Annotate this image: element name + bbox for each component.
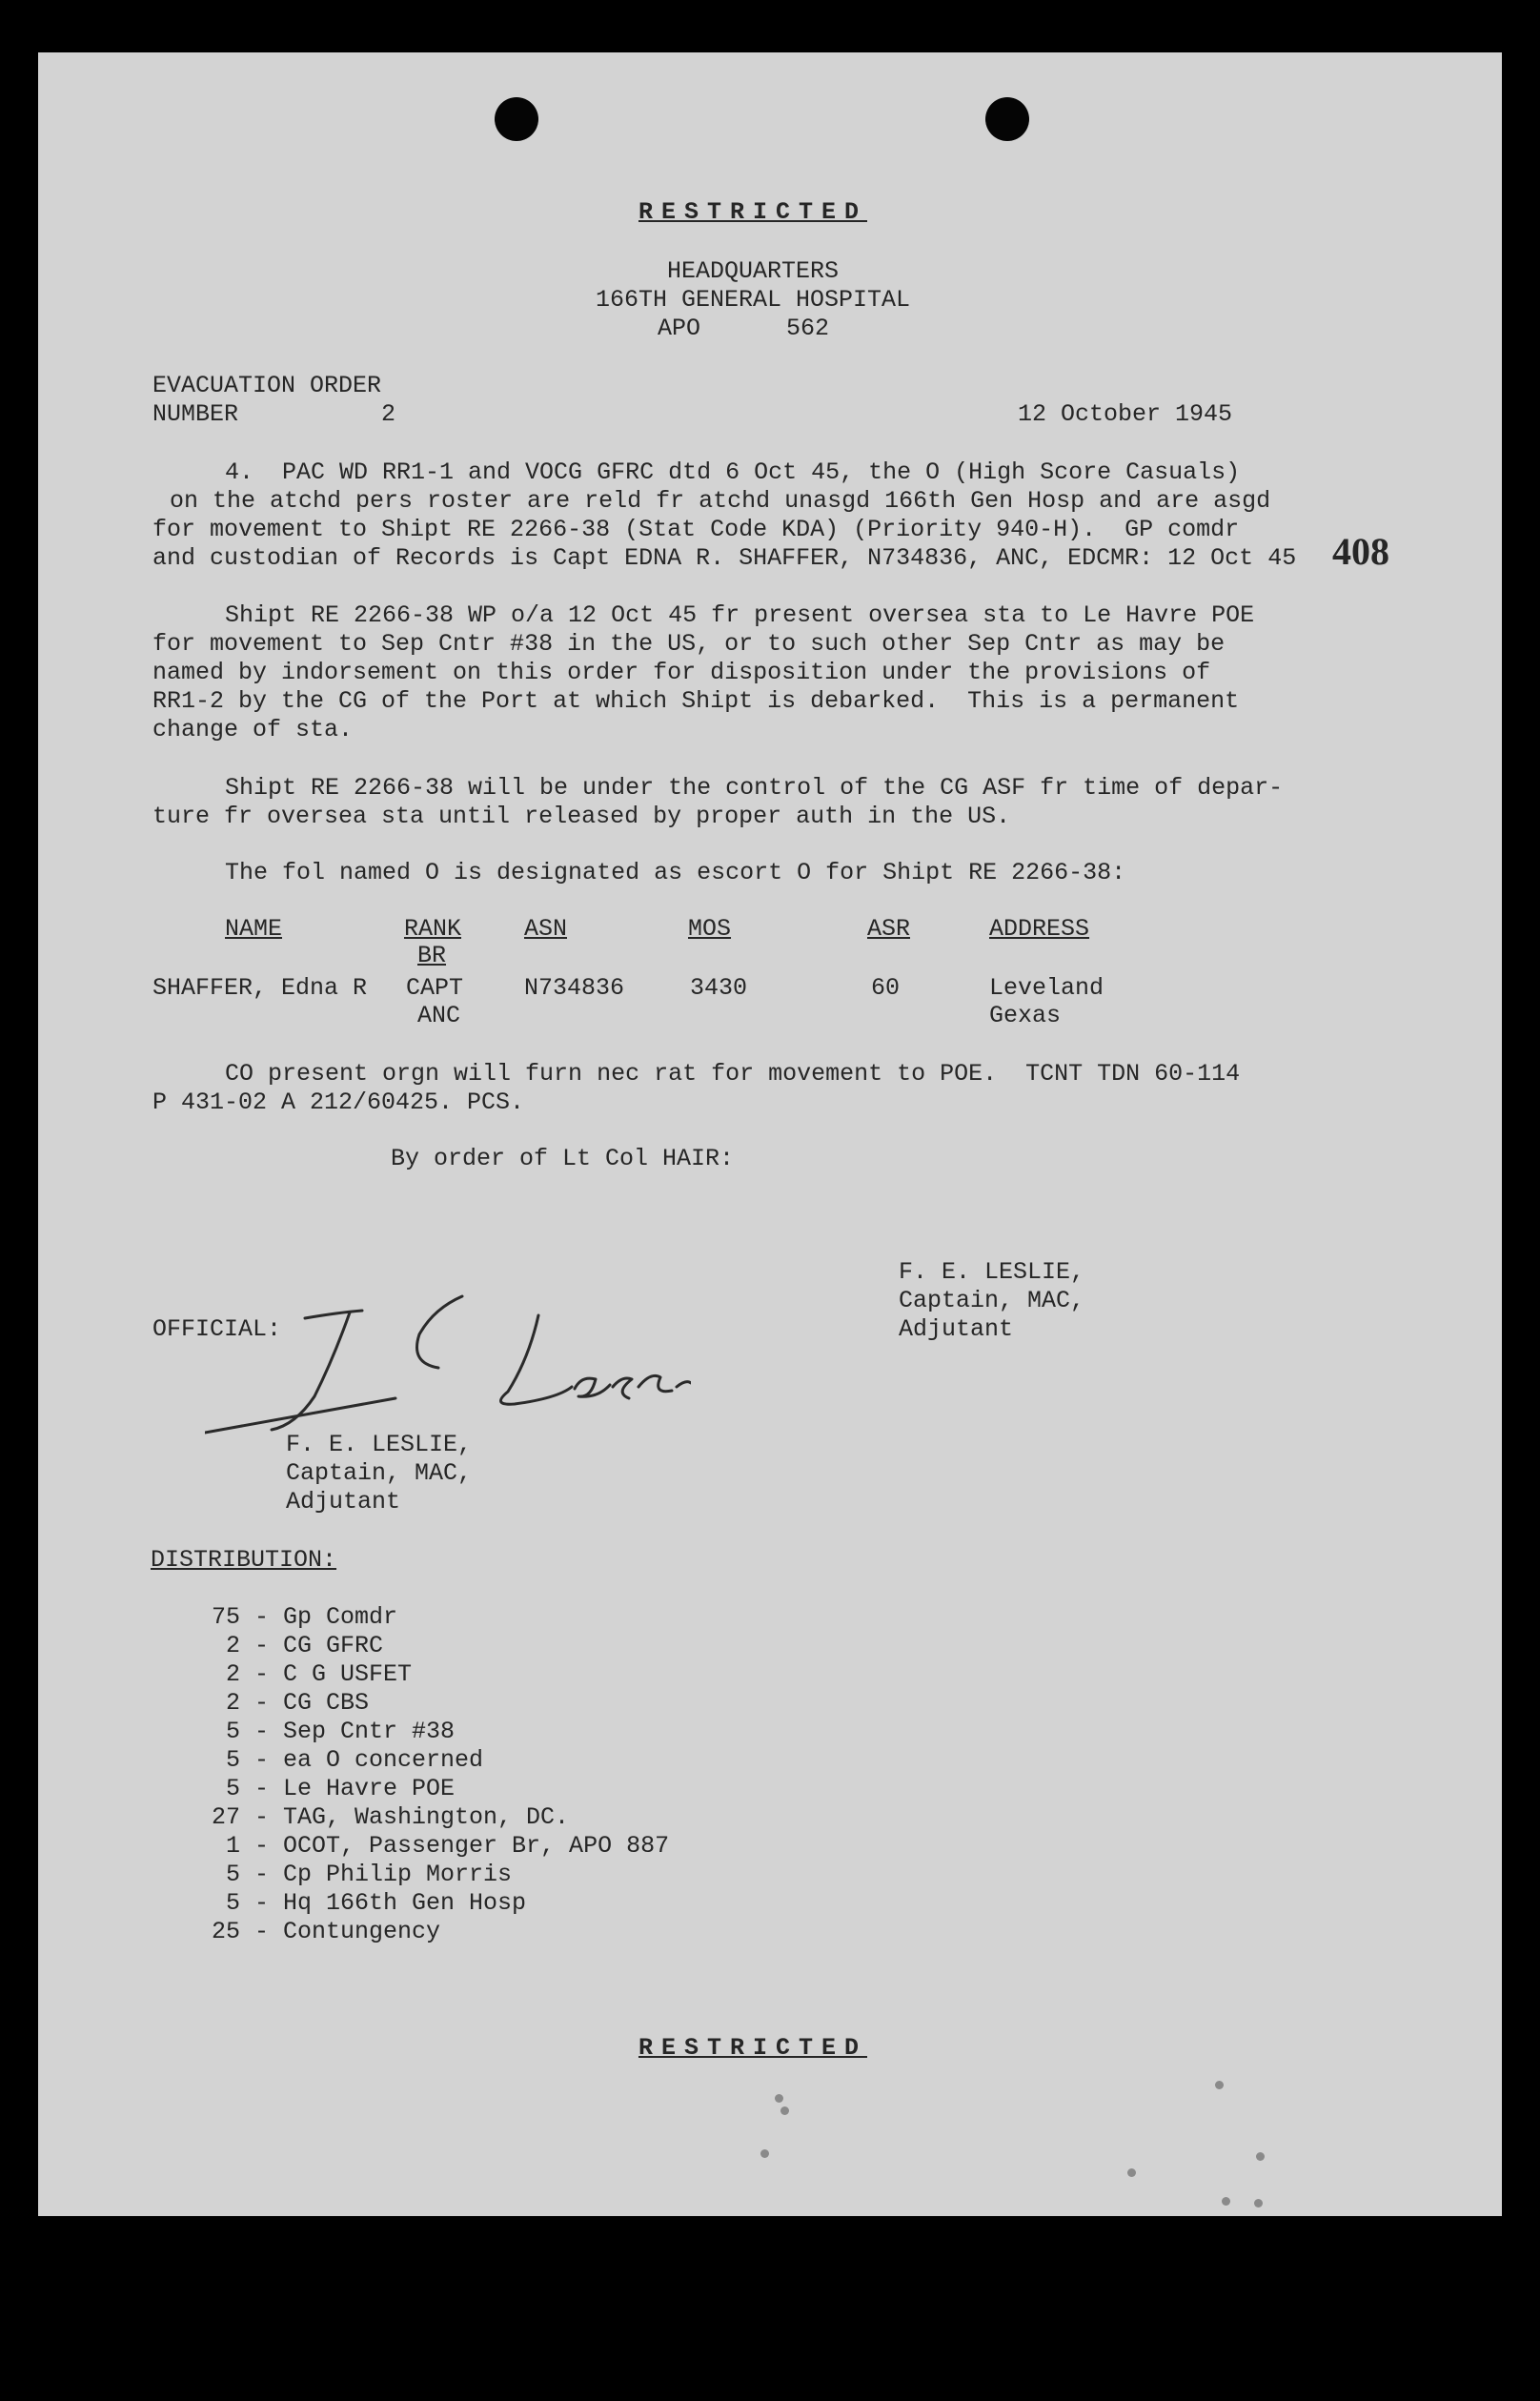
official-name: F. E. LESLIE, — [286, 1431, 473, 1458]
paragraph-1-line-1: 4. PAC WD RR1-1 and VOCG GFRC dtd 6 Oct 45, the O (High Score Casuals) — [225, 458, 1241, 486]
classification-top: RESTRICTED — [638, 198, 868, 226]
paragraph-2-line-2: for movement to Sep Cntr #38 in the US, or to such other Sep Cntr as may be — [152, 630, 1226, 658]
order-date: 12 October 1945 — [1018, 400, 1233, 428]
handwritten-signature — [205, 1292, 691, 1444]
paragraph-1-line-4: and custodian of Records is Capt EDNA R. SHAFFER, N734836, ANC, EDCMR: 12 Oct 45 — [152, 544, 1297, 572]
scan-speck — [1215, 2081, 1224, 2089]
paragraph-2-line-5: change of sta. — [152, 716, 354, 743]
distribution-item: 1 - OCOT, Passenger Br, APO 887 — [212, 1832, 670, 1860]
roster-address-1: Leveland — [989, 974, 1104, 1002]
roster-header-address: ADDRESS — [989, 915, 1090, 943]
scan-speck — [1127, 2168, 1136, 2177]
roster-header-br: BR — [417, 942, 447, 969]
paragraph-4: The fol named O is designated as escort O for Shipt RE 2266-38: — [225, 859, 1126, 886]
roster-header-name: NAME — [225, 915, 283, 943]
distribution-label: DISTRIBUTION: — [151, 1546, 337, 1574]
roster-header-mos: MOS — [688, 915, 732, 943]
paragraph-3-line-2: ture fr oversea sta until released by proper auth in the US. — [152, 803, 1011, 830]
scan-speck — [1254, 2199, 1263, 2208]
hq-line-3: APO 562 — [658, 315, 830, 342]
roster-header-asn: ASN — [524, 915, 568, 943]
punch-hole-right — [985, 97, 1029, 141]
punch-hole-left — [495, 97, 538, 141]
distribution-item: 2 - C G USFET — [212, 1660, 413, 1688]
paragraph-1-line-2: on the atchd pers roster are reld fr atchd unasgd 166th Gen Hosp and are asgd — [170, 487, 1271, 515]
distribution-item: 25 - Contungency — [212, 1918, 441, 1945]
scan-speck — [1222, 2197, 1230, 2206]
distribution-item: 27 - TAG, Washington, DC. — [212, 1803, 570, 1831]
roster-asn: N734836 — [524, 974, 625, 1002]
classification-bottom: RESTRICTED — [638, 2034, 868, 2062]
order-number: NUMBER 2 — [152, 400, 396, 428]
roster-name: SHAFFER, Edna R — [152, 974, 368, 1002]
paragraph-2-line-4: RR1-2 by the CG of the Port at which Shipt is debarked. This is a permanent — [152, 687, 1240, 715]
adjutant-name: F. E. LESLIE, — [899, 1258, 1085, 1286]
distribution-item: 75 - Gp Comdr — [212, 1603, 398, 1631]
paragraph-5-line-1: CO present orgn will furn nec rat for movement to POE. TCNT TDN 60-114 — [225, 1060, 1241, 1088]
paragraph-5-line-2: P 431-02 A 212/60425. PCS. — [152, 1089, 525, 1116]
scan-speck — [780, 2106, 789, 2115]
scan-speck — [760, 2149, 769, 2158]
scan-speck — [775, 2094, 783, 2103]
distribution-item: 2 - CG GFRC — [212, 1632, 384, 1659]
paragraph-1-line-3: for movement to Shipt RE 2266-38 (Stat Code KDA) (Priority 940-H). GP comdr — [152, 516, 1240, 543]
official-title: Adjutant — [286, 1488, 401, 1516]
distribution-item: 5 - Cp Philip Morris — [212, 1861, 513, 1888]
roster-header-asr: ASR — [867, 915, 911, 943]
adjutant-title: Adjutant — [899, 1315, 1014, 1343]
adjutant-rank: Captain, MAC, — [899, 1287, 1085, 1314]
page-number: 408 — [1332, 530, 1389, 573]
roster-rank: CAPT — [406, 974, 464, 1002]
paragraph-3-line-1: Shipt RE 2266-38 will be under the control of the CG ASF fr time of depar- — [225, 774, 1284, 802]
official-rank: Captain, MAC, — [286, 1459, 473, 1487]
hq-line-1: HEADQUARTERS — [666, 257, 840, 285]
scan-speck — [1256, 2152, 1265, 2161]
paragraph-2-line-1: Shipt RE 2266-38 WP o/a 12 Oct 45 fr present oversea sta to Le Havre POE — [225, 601, 1255, 629]
distribution-item: 5 - Le Havre POE — [212, 1775, 456, 1802]
by-order-line: By order of Lt Col HAIR: — [391, 1145, 735, 1172]
distribution-item: 5 - ea O concerned — [212, 1746, 484, 1774]
official-label: OFFICIAL: — [152, 1315, 282, 1343]
roster-header-rank: RANK — [404, 915, 462, 943]
hq-line-2: 166TH GENERAL HOSPITAL — [595, 286, 911, 314]
roster-address-2: Gexas — [989, 1002, 1062, 1029]
distribution-item: 2 - CG CBS — [212, 1689, 370, 1717]
roster-asr: 60 — [871, 974, 901, 1002]
paragraph-2-line-3: named by indorsement on this order for disposition under the provisions of — [152, 659, 1211, 686]
distribution-item: 5 - Sep Cntr #38 — [212, 1718, 456, 1745]
roster-branch: ANC — [417, 1002, 461, 1029]
distribution-item: 5 - Hq 166th Gen Hosp — [212, 1889, 527, 1917]
roster-mos: 3430 — [690, 974, 748, 1002]
order-title: EVACUATION ORDER — [152, 372, 382, 399]
